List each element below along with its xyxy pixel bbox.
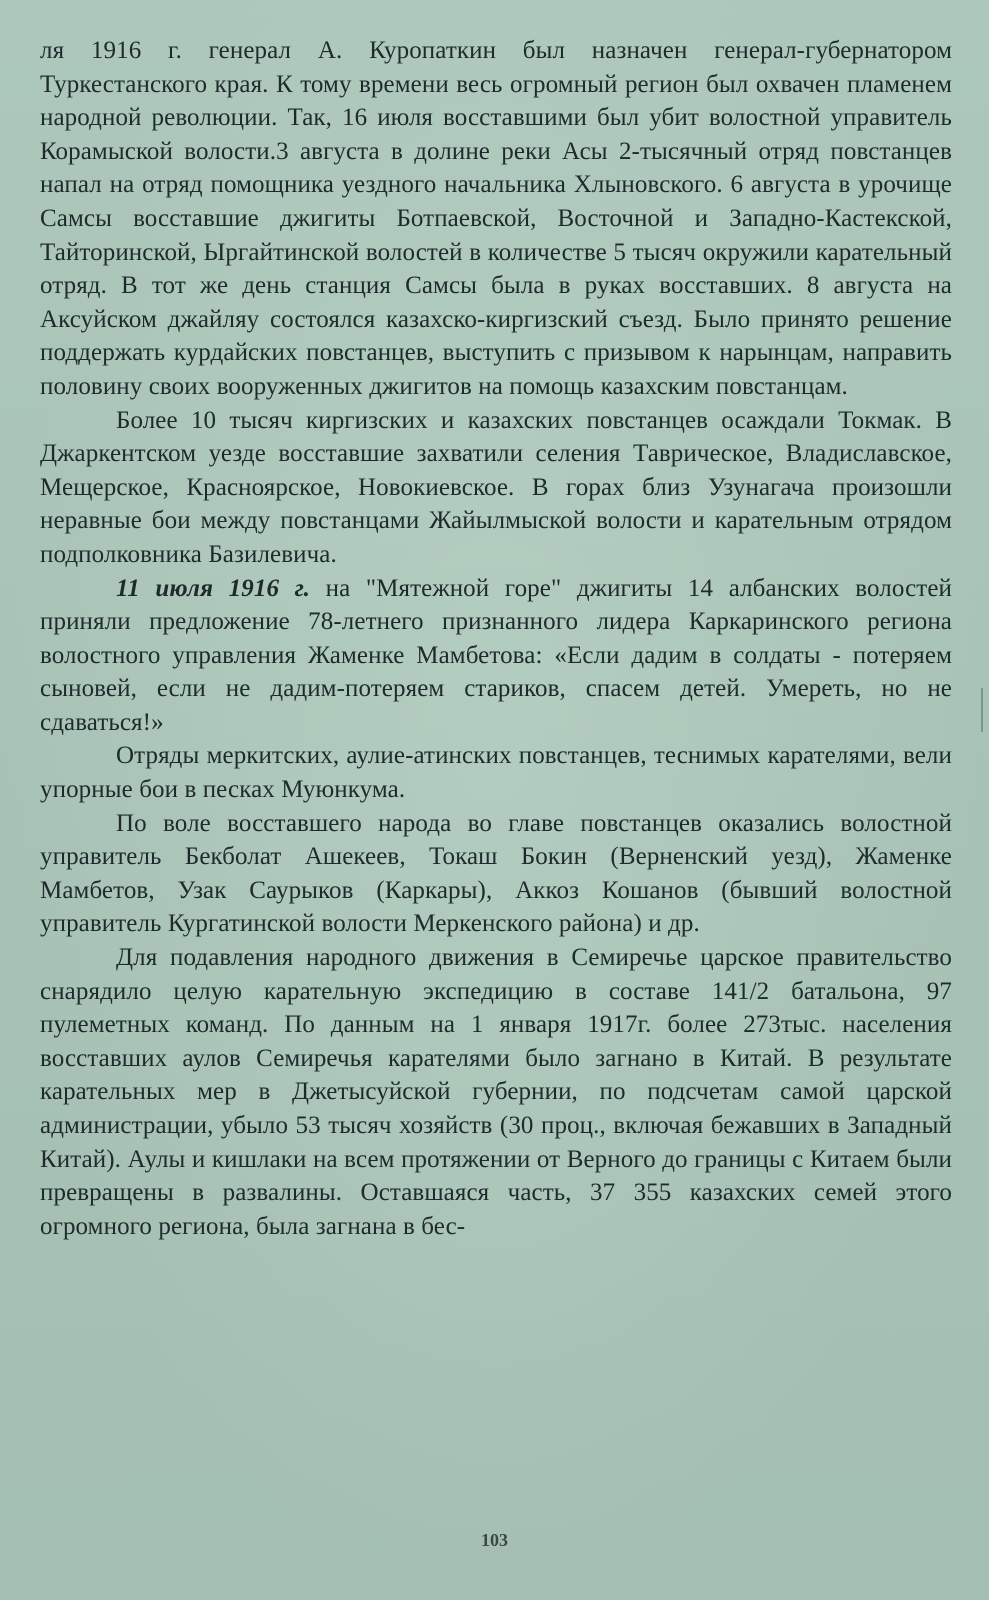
paragraph-2 (40, 404, 952, 572)
paragraph-2-text: Более 10 тысяч киргизских и казахских повстанцев осаждали Токмак. В Джаркентском уезде восставшие захватили селения Тавричеcкое, Владиславское, Мещерское, Красноярское, Новокиевское. В горах близ Узунагача произошли неравные бои между повстанцами Жайылмыской волости и карательным отрядом подполковника Базилевича. (40, 406, 952, 568)
paragraph-3-date: 11 июля 1916 г. (116, 574, 310, 602)
paragraph-1 (40, 34, 952, 404)
paragraph-6-text: Для подавления народного движения в Семиречье царское правительство снарядило целую карательную экспедицию в составе 141/2 батальона, 97 пулеметных команд. По данным на 1 января 1917г. более 273тыс. населения восставших аулов Семиречья карателями было загнано в Китай. В результате карательных мер в Джетысуйской губернии, по подсчетам самой царской администрации, убыло 53 тысяч хозяйств (30 проц., включая бежавших в Западный Китай). Аулы и кишлаки на всем протяжении от Верного до границы с Китаем были превращены в развалины. Оставшаяся часть, 37 355 казахских семей этого огромного региона, была загнана в бес- (40, 944, 952, 1240)
paragraph-4-text: Отряды меркитских, аулие-атинских повстанцев, теснимых карателями, вели упорные бои в песках Муюнкума. (40, 742, 952, 804)
page-number: 103 (481, 1530, 508, 1550)
paragraph-5 (40, 807, 952, 941)
paragraph-1-text: ля 1916 г. генерал А. Куропаткин был назначен генерал-губернатором Туркестанского края. К тому времени весь огромный регион был охвачен пламенем народной революции. Так, 16 июля восставшими был убит волостной управитель Корамыской волости.3 августа в долине реки Асы 2-тысячный отряд повстанцев напал на отряд помощника уездного начальника Хлыновского. 6 августа в урочище Самсы восставшие джигиты Ботпаевской, Восточной и Западно-Кастекской, Тайторинской, Ыргайтинской волостей в количестве 5 тысяч окружили карательный отряд. В тот же день станция Самсы была в руках восставших. 8 августа на Аксуйском джайляу состоялся казахско-киргизский съезд. Было принято решение поддержать курдайских повстанцев, выступить с призывом к нарынцам, направить половину своих вооруженных джигитов на помощь казахским повстанцам. (40, 37, 952, 400)
page-edge-mark (981, 688, 983, 732)
paragraph-5-text: По воле восставшего народа во главе повстанцев оказались волостной управитель Бекболат Ашекеев, Токаш Бокин (Верненский уезд), Жаменке Мамбетов, Узак Саурыков (Каркары), Аккоз Кошанов (бывший волостной управитель Кургатинской волости Меркенского района) и др. (40, 809, 952, 938)
paragraph-3-text: на "Мятежной горе" джигиты 14 албанских волостей приняли предложение 78-летнего признанного лидера Каркаринского региона волостного управления Жаменке Мамбетова: «Если дадим в солдаты - потеряем сыновей, если не дадим-потеряем стариков, спасем детей. Умереть, но не сдаваться!» (40, 574, 952, 736)
paragraph-6 (40, 941, 952, 1243)
page-body (40, 34, 952, 1243)
paragraph-4 (40, 739, 952, 806)
paragraph-3 (40, 572, 952, 740)
